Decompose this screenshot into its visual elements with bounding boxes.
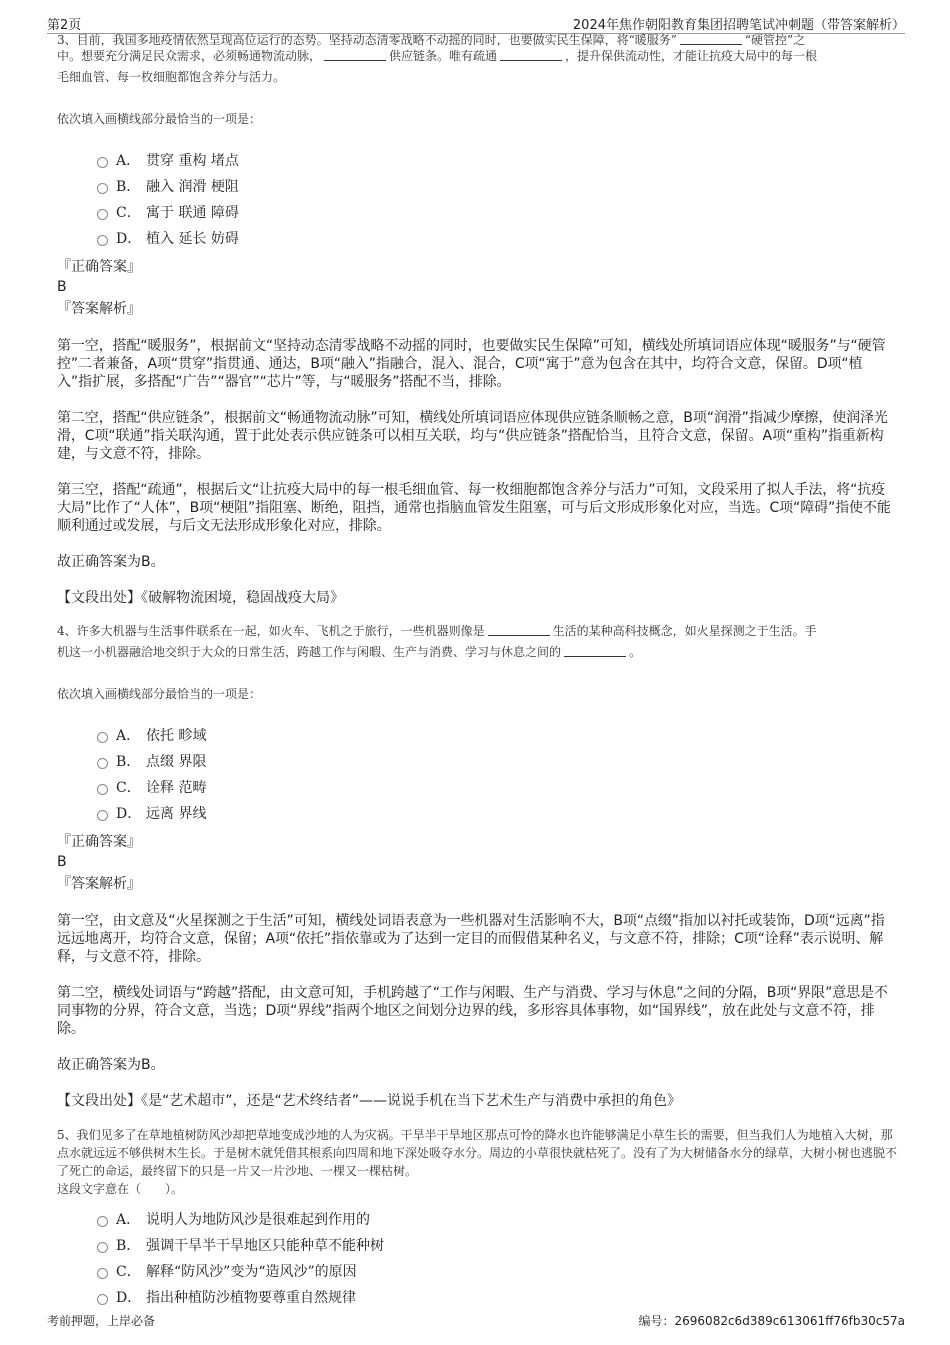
document-title: 2024年焦作朝阳教育集团招聘笔试冲刺题（带答案解析） [572,18,905,33]
option-c[interactable]: C． 诠释 范畴 [97,774,897,800]
option-a[interactable]: A． 依托 畛域 [97,722,897,748]
radio-icon[interactable] [97,732,108,743]
question-3-line-1b: “硬管控”之 [744,33,806,46]
radio-icon[interactable] [97,183,108,194]
question-5-text: 5、我们见多了在草地植树防风沙却把草地变成沙地的人为灾祸。干旱半干旱地区那点可怜的降水也许能够满足小草生长的需要，但当我们人为地植入大树，那点水就远远不够供树木生长。于是树木就凭借其根系向四周和地下深处吸夺水分。周边的小草很快就枯死了。没有了为大树储备水分的绿草，大树小树也逃脱不了死亡的命运，最终留下的只是一片又一片沙地、一棵又一棵枯树。 [57,1128,898,1178]
answer-label: 『正确答案』 [57,834,141,850]
radio-icon[interactable] [97,784,108,795]
answer-value: B [57,854,67,870]
analysis-paragraph: 第二空，横线处词语与“跨越”搭配，由文意可知，手机跨越了“工作与闲暇、生产与消费、学习与休息”之间的分隔，B项“界限”意思是不同事物的分界，符合文意，当选；D项“界线”指两个地区之间划分边界的线，多形容具体事物，如“国界线”，放在此处与文意不符，排除。 [57,985,888,1037]
radio-icon[interactable] [97,157,108,168]
radio-icon[interactable] [97,758,108,769]
radio-icon[interactable] [97,1242,108,1253]
option-c[interactable]: C． 解释“防风沙”变为“造风沙”的原因 [97,1258,897,1284]
question-3-line-2c: ，提升保供流动性，才能让抗疫大局中的每一根 [565,49,818,63]
page-header [47,14,905,34]
radio-icon[interactable] [97,209,108,220]
page-number: 第2页 [47,18,82,33]
conclusion: 故正确答案为B。 [57,554,165,570]
radio-icon[interactable] [97,810,108,821]
option-b[interactable]: B． 强调干旱半干旱地区只能种草不能种树 [97,1232,897,1258]
main-content [57,34,897,1310]
source-citation: 【文段出处】《破解物流困境，稳固战疫大局》 [57,590,344,606]
option-a[interactable]: A． 贯穿 重构 堵点 [97,147,897,173]
document-id: 编号：2696082c6d389c613061ff76fb30c57a [638,1314,905,1328]
question-3-line-3: 毛细血管、每一枚细胞都饱含养分与活力。 [57,70,286,84]
conclusion: 故正确答案为B。 [57,1057,165,1073]
question-5 [57,1126,897,1310]
question-3-line-2b: 供应链条。唯有疏通 [389,49,498,63]
blank [564,644,626,657]
option-b[interactable]: B． 点缀 界限 [97,748,897,774]
analysis-paragraph: 第三空，搭配“疏通”，根据后文“让抗疫大局中的每一根毛细血管、每一枚细胞都饱含养分与活力”可知，文段采用了拟人手法，将“抗疫大局”比作了“人体”，B项“梗阻”指阻塞、断绝，阻挡，通常也指脑血管发生阻塞，可与后文形成形象化对应，当选。C项“障碍”指使不能顺利通过或发展，与后文无法形成形象化对应，排除。 [57,482,891,534]
blank [680,32,742,45]
option-d[interactable]: D． 植入 延长 妨碍 [97,225,897,251]
option-b[interactable]: B． 融入 润滑 梗阻 [97,173,897,199]
radio-icon[interactable] [97,235,108,246]
option-d[interactable]: D． 指出种植防沙植物要尊重自然规律 [97,1284,897,1310]
question-3-text [57,32,897,88]
radio-icon[interactable] [97,1294,108,1305]
answer-label: 『正确答案』 [57,259,141,275]
analysis-label: 『答案解析』 [57,301,141,317]
radio-icon[interactable] [97,1268,108,1279]
question-3-prompt: 依次填入画横线部分最恰当的一项是： [57,112,262,126]
blank [500,48,562,61]
option-a[interactable]: A． 说明人为地防风沙是很难起到作用的 [97,1206,897,1232]
question-3-line-1a: 3、目前，我国多地疫情依然呈现高位运行的态势。坚持动态清零战略不动摇的同时，也要做实民生保障，将“暖服务” [57,33,677,46]
question-4 [57,621,897,1110]
radio-icon[interactable] [97,1216,108,1227]
question-3-line-2a: 中。想要充分满足民众需求，必须畅通物流动脉， [57,49,322,63]
question-4-text: 4、许多大机器与生活事件联系在一起，如火车、飞机之于旅行，一些机器则像是 生活的某种高科技概念，如火星探测之于生活。手 机这一小机器融洽地交织于大众的日常生活，跨越工作与闲暇、生产与消费、学习与休息之间的 。 [57,624,817,659]
question-4-options [97,722,897,826]
question-4-prompt: 依次填入画横线部分最恰当的一项是： [57,687,262,701]
footer-slogan: 考前押题，上岸必备 [47,1314,156,1328]
option-c[interactable]: C． 寓于 联通 障碍 [97,199,897,225]
answer-value: B [57,279,67,295]
question-3-options [97,147,897,251]
blank [488,623,550,636]
blank [324,48,386,61]
analysis-paragraph: 第二空，搭配“供应链条”，根据前文“畅通物流动脉”可知，横线处所填词语应体现供应链条顺畅之意，B项“润滑”指减少摩擦，使润泽光滑，C项“联通”指关联沟通，置于此处表示供应链条可以相互关联，均与“供应链条”搭配恰当，且符合文意，保留。A项“重构”指重新构建，与文意不符，排除。 [57,410,888,462]
analysis-paragraph: 第一空，由文意及“火星探测之于生活”可知，横线处词语表意为一些机器对生活影响不大，B项“点缀”指加以衬托或装饰，D项“远离”指远远地离开，均符合文意，保留；A项“依托”指依靠或为了达到一定目的而假借某种名义，与文意不符，排除；C项“诠释”表示说明、解释，与文意不符，排除。 [57,913,885,965]
question-5-options [97,1206,897,1310]
analysis-label: 『答案解析』 [57,876,141,892]
option-d[interactable]: D． 远离 界线 [97,800,897,826]
analysis-paragraph: 第一空，搭配“暖服务”，根据前文“坚持动态清零战略不动摇的同时，也要做实民生保障”可知，横线处所填词语应体现“暖服务”与“硬管控”二者兼备，A项“贯穿”指贯通、通达，B项“融入”指融合，混入、混合，C项“寓于”意为包含在其中，均符合文意，保留。D项“植入”指扩展，多搭配“广告”“器官”“芯片”等，与“暖服务”搭配不当，排除。 [57,338,886,390]
question-5-prompt: 这段文字意在（ ）。 [57,1182,184,1196]
source-citation: 【文段出处】《是“艺术超市”，还是“艺术终结者”——说说手机在当下艺术生产与消费中承担的角色》 [57,1093,682,1109]
question-3 [57,32,897,607]
